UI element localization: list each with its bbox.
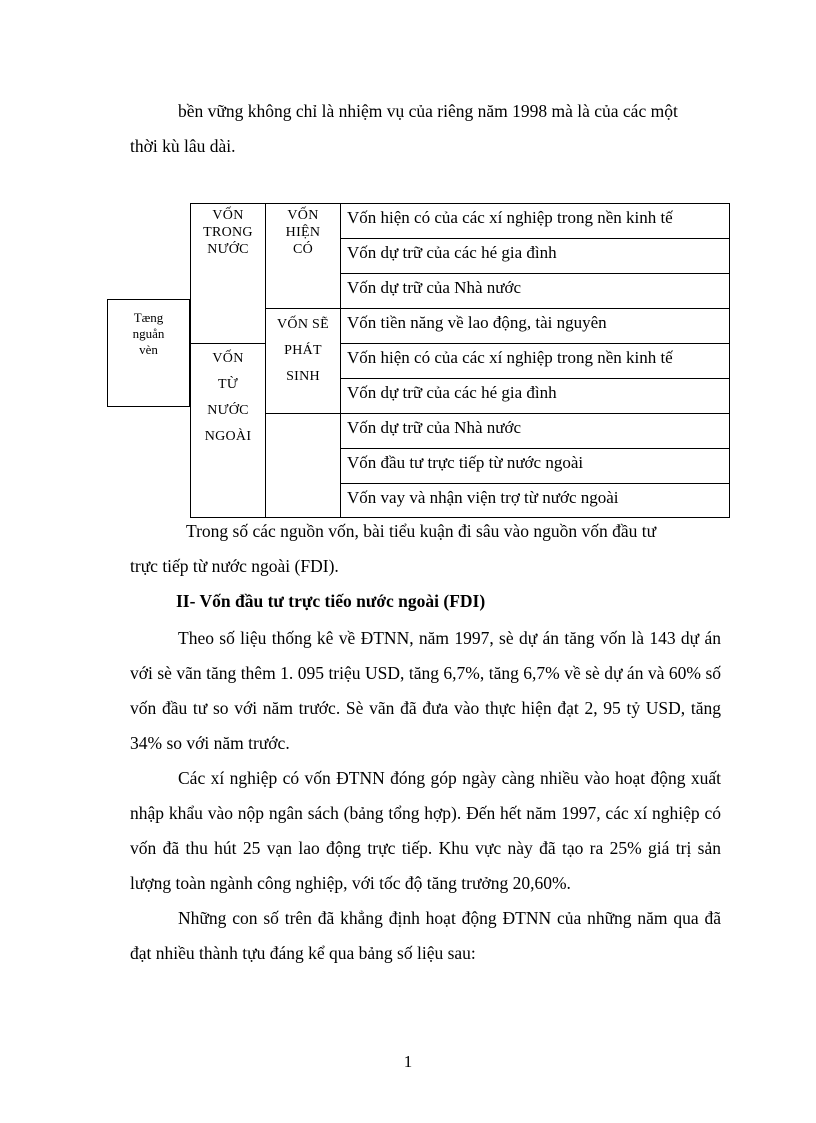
root-box: [107, 299, 190, 407]
paragraph-fdi-stats: Theo số liệu thống kê về ĐTNN, năm 1997, sè dự án tăng vốn là 143 dự án với sè vãn tăng thêm 1. 095 triệu USD, tăng 6,7%, tăng 6,7% về sè dự án và 60% số vốn đầu tư so với năm trước. Sè vãn đã đưa vào thực hiện đạt 2, 95 tỷ USD, tăng 34% so với năm trước.: [130, 628, 721, 753]
paragraph-enterprises: Các xí nghiệp có vốn ĐTNN đóng góp ngày càng nhiều vào hoạt động xuất nhập khẩu vào nộp ngân sách (bảng tổng hợp). Đến hết năm 1997, các xí nghiệp có vốn đã thu hút 25 vạn lao động trực tiếp. Khu vực này đã tạo ra 25% giá trị sản lượng toàn ngành công nghiệp, với tốc độ tăng trưởng 20,60%.: [130, 768, 721, 893]
existing-capital-label: VỐN HIỆN CÓ: [285, 208, 321, 257]
diagram-row-6: Vốn dự trữ của các hé gia đình: [347, 383, 557, 402]
intro-line-2: thời kù lâu dài.: [130, 136, 236, 156]
diagram-row-8: Vốn đầu tư trực tiếp từ nước ngoài: [347, 453, 584, 472]
root-label: Tæng nguån vèn: [132, 310, 165, 357]
diagram-row-2: Vốn dự trữ của các hé gia đình: [347, 243, 557, 262]
section-heading: II- Vốn đầu tư trực tiếo nước ngoài (FDI): [176, 591, 486, 611]
diagram-row-3: Vốn dự trữ của Nhà nước: [347, 278, 522, 297]
intro-line-1: bền vững không chỉ là nhiệm vụ của riêng năm 1998 mà là của các một: [178, 101, 678, 121]
diagram-row-7: Vốn dự trữ của Nhà nước: [347, 418, 522, 437]
page-number: 1: [403, 1052, 413, 1071]
paragraph-achievements: Những con số trên đã khẳng định hoạt động ĐTNN của những năm qua đã đạt nhiều thành tựu đáng kể qua bảng số liệu sau:: [130, 908, 721, 963]
arising-capital-label: VỐN SẼ PHÁT SINH: [277, 317, 329, 384]
diagram-row-5: Vốn hiện có của các xí nghiệp trong nền kinh tế: [347, 348, 673, 367]
diagram-row-4: Vốn tiền năng về lao động, tài nguyên: [347, 313, 607, 332]
domestic-capital-label: VỐN TRONG NƯỚC: [203, 208, 253, 257]
diagram-row-1: Vốn hiện có của các xí nghiệp trong nền kinh tế: [347, 208, 673, 227]
p1-line-2: trực tiếp từ nước ngoài (FDI).: [130, 556, 339, 576]
foreign-capital-label: VỐN TỪ NƯỚC NGOÀI: [204, 351, 252, 444]
diagram-row-9: Vốn vay và nhận viện trợ từ nước ngoài: [347, 488, 619, 507]
p1-line-1: Trong số các nguồn vốn, bài tiểu kuận đi sâu vào nguồn vốn đầu tư: [186, 521, 657, 541]
